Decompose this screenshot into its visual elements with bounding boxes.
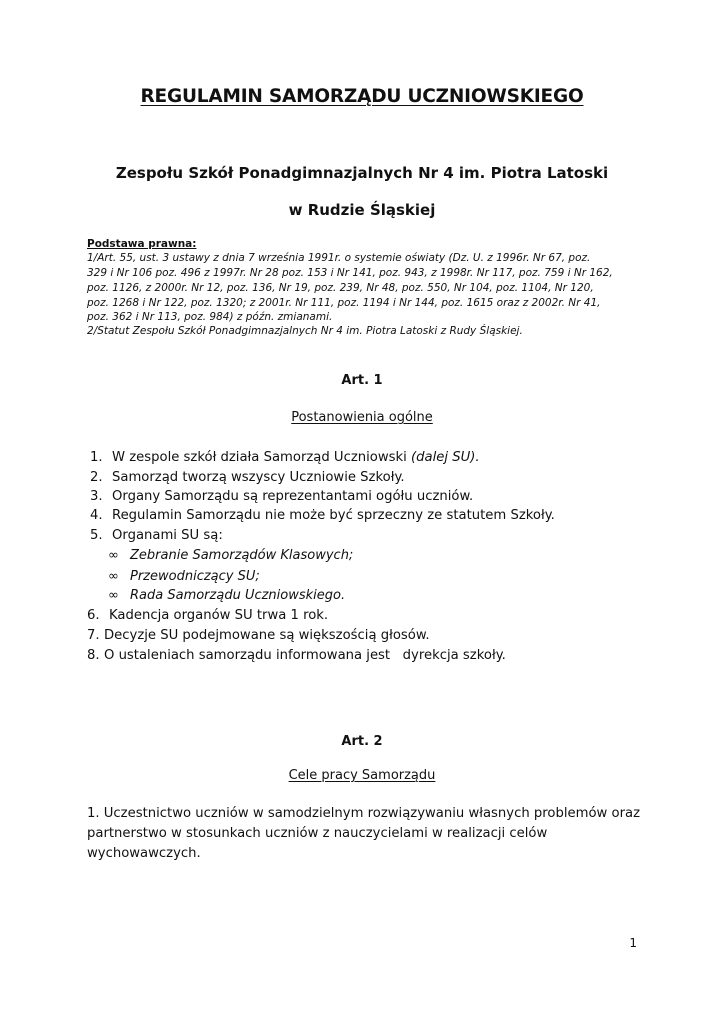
- school-name: Zespołu Szkół Ponadgimnazjalnych Nr 4 im. Piotra Latoski: [115, 164, 609, 182]
- bullet-item-text: Zebranie Samorządów Klasowych;: [130, 548, 354, 563]
- list-item-number: 1.: [90, 450, 103, 465]
- list-item-text: Organami SU są:: [112, 528, 223, 543]
- list-item-note: (dalej SU).: [411, 450, 480, 465]
- bullet-item-text: Przewodniczący SU;: [130, 569, 260, 584]
- list-item: [87, 648, 506, 663]
- legal-basis-line: 1/Art. 55, ust. 3 ustawy z dnia 7 września 1991r. o systemie oświaty (Dz. U. z 1996r. Nr 67, poz.: [87, 252, 591, 264]
- bullet-item: [108, 569, 260, 584]
- list-item-number: 3.: [90, 489, 103, 504]
- page-number: 1: [629, 936, 637, 950]
- legal-basis-line: poz. 362 i Nr 113, poz. 984) z późn. zmianami.: [87, 311, 333, 323]
- list-item: [90, 508, 555, 523]
- paragraph-line: 1. Uczestnictwo uczniów w samodzielnym rozwiązywaniu własnych problemów oraz: [87, 806, 640, 821]
- bullet-item: [108, 588, 345, 603]
- list-item-text: Decyzje SU podejmowane są większością głosów.: [104, 628, 430, 643]
- legal-basis-line: poz. 1126, z 2000r. Nr 12, poz. 136, Nr 19, poz. 239, Nr 48, poz. 550, Nr 104, poz. 1104, Nr 120,: [87, 282, 594, 294]
- infinity-bullet-icon: ∞: [108, 569, 119, 584]
- bullet-item: [108, 548, 353, 563]
- article-1-heading: Postanowienia ogólne: [291, 410, 433, 425]
- list-item-text: W zespole szkół działa Samorząd Uczniowski: [112, 450, 411, 465]
- list-item-text: Kadencja organów SU trwa 1 rok.: [109, 608, 329, 623]
- bullet-item-text: Rada Samorządu Uczniowskiego.: [130, 588, 346, 603]
- list-item: [90, 489, 473, 504]
- legal-basis-line: 329 i Nr 106 poz. 496 z 1997r. Nr 28 poz. 153 i Nr 141, poz. 943, z 1998r. Nr 117, poz. 759 i Nr 162,: [87, 267, 613, 279]
- list-item-text: Samorząd tworzą wszyscy Uczniowie Szkoły.: [112, 470, 405, 485]
- legal-basis-line: 2/Statut Zespołu Szkół Ponadgimnazjalnych Nr 4 im. Piotra Latoski z Rudy Śląskiej.: [87, 325, 523, 337]
- list-item: [90, 528, 223, 543]
- page-title: REGULAMIN SAMORZĄDU UCZNIOWSKIEGO: [140, 86, 584, 107]
- legal-basis-heading: Podstawa prawna:: [87, 238, 197, 250]
- article-2-heading: Cele pracy Samorządu: [288, 768, 436, 783]
- school-location: w Rudzie Śląskiej: [288, 201, 436, 219]
- list-item: [90, 450, 480, 465]
- legal-basis-line: poz. 1268 i Nr 122, poz. 1320; z 2001r. Nr 111, poz. 1194 i Nr 144, poz. 1615 oraz z 2002r. Nr 41,: [87, 297, 601, 309]
- list-item-number: 2.: [90, 470, 103, 485]
- list-item-text: Organy Samorządu są reprezentantami ogółu uczniów.: [112, 489, 474, 504]
- article-2-number: Art. 2: [341, 734, 383, 749]
- list-item-text: O ustaleniach samorządu informowana jest dyrekcja szkoły.: [104, 648, 506, 663]
- list-item-number: 8.: [87, 648, 100, 663]
- article-1-number: Art. 1: [341, 373, 383, 388]
- list-item-number: 6.: [87, 608, 100, 623]
- list-item: [87, 608, 328, 623]
- list-item-number: 5.: [90, 528, 103, 543]
- list-item-text: Regulamin Samorządu nie może być sprzeczny ze statutem Szkoły.: [112, 508, 555, 523]
- infinity-bullet-icon: ∞: [108, 588, 119, 603]
- infinity-bullet-icon: ∞: [108, 548, 119, 563]
- list-item-number: 4.: [90, 508, 103, 523]
- list-item: [90, 470, 405, 485]
- list-item-number: 7.: [87, 628, 100, 643]
- paragraph-line: wychowawczych.: [87, 846, 201, 861]
- paragraph-line: partnerstwo w stosunkach uczniów z nauczycielami w realizacji celów: [87, 826, 548, 841]
- list-item: [87, 628, 430, 643]
